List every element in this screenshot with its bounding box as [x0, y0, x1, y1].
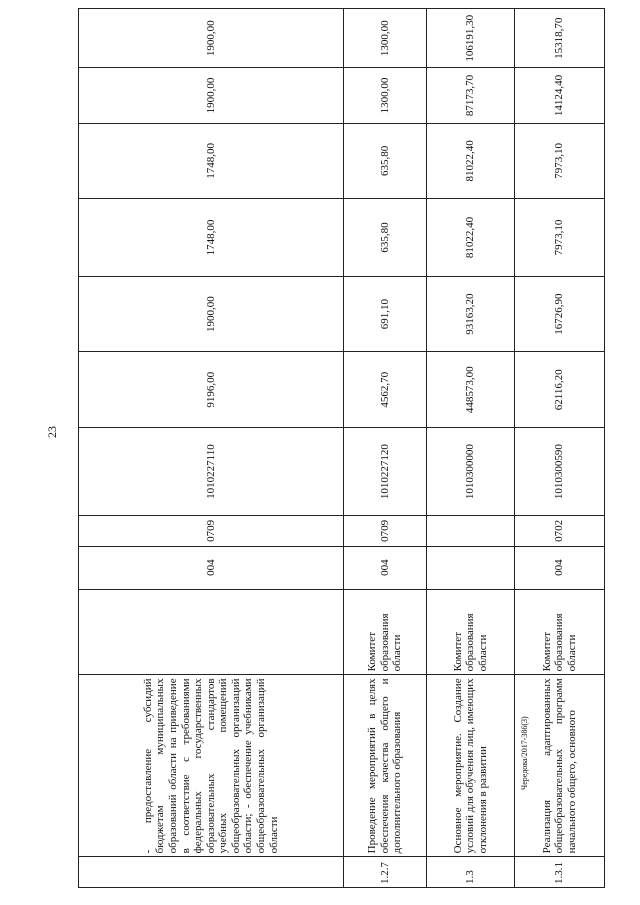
row-grbs: 004 [79, 546, 344, 589]
row-value-year4: 14124,40 [515, 68, 605, 123]
row-value-year2: 1748,00 [79, 199, 344, 277]
row-value-year1: 1900,00 [79, 276, 344, 352]
table-row [344, 9, 427, 888]
row-value-total: 4562,70 [344, 352, 427, 428]
row-value-year5: 1300,00 [344, 9, 427, 68]
row-value-total: 9196,00 [79, 352, 344, 428]
row-description: Реализация адаптированных общеобразовательных программ начального общего, основного [515, 675, 605, 857]
row-executor [79, 589, 344, 675]
row-csr: 1010300000 [427, 428, 515, 516]
row-executor: Комитет образования области [515, 589, 605, 675]
row-value-year3: 81022,40 [427, 123, 515, 199]
row-value-year2: 7973,10 [515, 199, 605, 277]
row-description: Проведение мероприятий в целях обеспечения качества общего и дополнительного образования [344, 675, 427, 857]
row-index [79, 857, 344, 888]
row-grbs: 004 [515, 546, 605, 589]
row-value-year5: 106191,30 [427, 9, 515, 68]
row-value-year1: 691,10 [344, 276, 427, 352]
row-rzpr: 0709 [344, 516, 427, 547]
row-csr: 1010227120 [344, 428, 427, 516]
row-description: - предоставление субсидий бюджетам муниципальных образований области на приведение в соответствие с требованиями федеральных государственных образовательных стандартов учебных помещений общеобразовательных организаций области; - обеспечение учебниками общеобразовательных организаций области [79, 675, 344, 857]
row-executor: Комитет образования области [427, 589, 515, 675]
table-row [79, 9, 344, 888]
row-value-year5: 1900,00 [79, 9, 344, 68]
footer-document-code: Чередова/2017-386(3) [520, 716, 529, 790]
row-value-year1: 16726,90 [515, 276, 605, 352]
row-rzpr: 0709 [79, 516, 344, 547]
page-number: 23 [45, 426, 59, 438]
row-rzpr [427, 516, 515, 547]
row-value-year4: 1900,00 [79, 68, 344, 123]
row-value-year3: 1748,00 [79, 123, 344, 199]
row-description: Основное мероприятие. Создание условий для обучения лиц, имеющих отклонения в развитии [427, 675, 515, 857]
row-value-year4: 1300,00 [344, 68, 427, 123]
row-value-year3: 635,80 [344, 123, 427, 199]
row-value-year5: 15318,70 [515, 9, 605, 68]
row-executor: Комитет образования области [344, 589, 427, 675]
row-grbs [427, 546, 515, 589]
row-value-year4: 87173,70 [427, 68, 515, 123]
row-csr: 1010227110 [79, 428, 344, 516]
row-grbs: 004 [344, 546, 427, 589]
row-index: 1.2.7 [344, 857, 427, 888]
row-value-year3: 7973,10 [515, 123, 605, 199]
row-csr: 1010300590 [515, 428, 605, 516]
row-value-year2: 81022,40 [427, 199, 515, 277]
row-value-total: 448573,00 [427, 352, 515, 428]
row-index: 1.3.1 [515, 857, 605, 888]
row-index: 1.3 [427, 857, 515, 888]
table-row [427, 9, 515, 888]
row-value-year1: 93163,20 [427, 276, 515, 352]
row-value-year2: 635,80 [344, 199, 427, 277]
row-rzpr: 0702 [515, 516, 605, 547]
row-value-total: 62116,20 [515, 352, 605, 428]
